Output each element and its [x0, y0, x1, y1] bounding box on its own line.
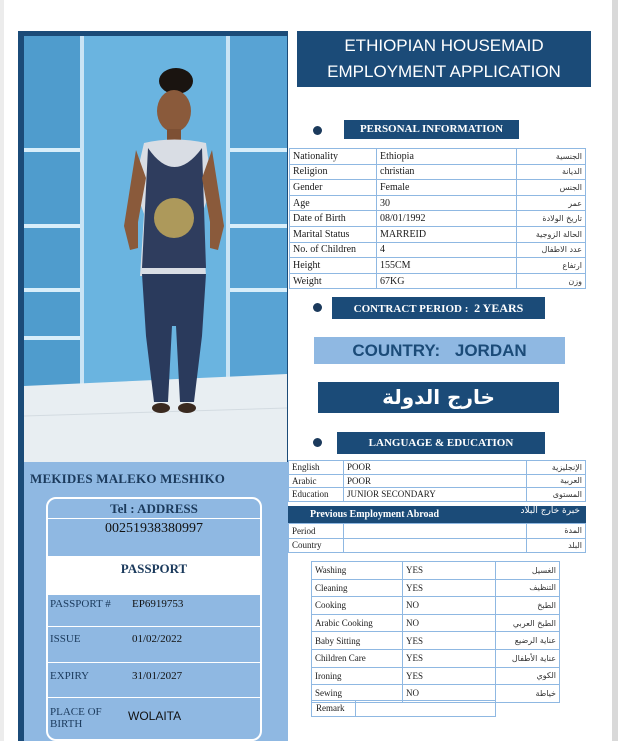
- issue-date-label: ISSUE: [50, 633, 81, 645]
- divider: [48, 697, 260, 698]
- cell-label: Arabic: [289, 474, 344, 488]
- country-arabic-bar: خارج الدولة: [318, 382, 559, 413]
- cell-label: English: [289, 461, 344, 475]
- table-row: [289, 538, 586, 553]
- cell-label: Weight: [290, 273, 377, 289]
- cell-label: Gender: [290, 180, 377, 196]
- expiry-date-value: 31/01/2027: [132, 670, 183, 682]
- cell-label: Education: [289, 488, 344, 502]
- cell-label: Washing: [312, 562, 403, 580]
- divider: [355, 700, 356, 717]
- cell-value: POOR: [344, 461, 527, 475]
- cell-label: Baby Sitting: [312, 632, 403, 650]
- cell-label: Date of Birth: [290, 211, 377, 227]
- cell-value: YES: [403, 649, 496, 667]
- divider: [48, 594, 260, 595]
- cell-arabic: الجنس: [517, 180, 586, 196]
- cell-arabic: التنظيف: [496, 579, 560, 597]
- table-row: [312, 632, 560, 650]
- cell-value: [344, 524, 527, 539]
- table-row: [289, 524, 586, 539]
- previous-employment-heading: [288, 506, 586, 523]
- cell-value: YES: [403, 562, 496, 580]
- candidate-photo: [24, 36, 287, 462]
- divider: [48, 626, 260, 627]
- cell-arabic: الإنجليزية: [527, 461, 586, 475]
- divider: [48, 662, 260, 663]
- table-row: [290, 242, 586, 258]
- cell-arabic: عناية الرضيع: [496, 632, 560, 650]
- table-row: [312, 597, 560, 615]
- cell-arabic: البلد: [527, 538, 586, 553]
- cell-label: Height: [290, 258, 377, 274]
- cell-arabic: الطبخ: [496, 597, 560, 615]
- cell-arabic: المدة: [527, 524, 586, 539]
- cell-value: JUNIOR SECONDARY: [344, 488, 527, 502]
- table-row: [290, 226, 586, 242]
- table-row: [312, 579, 560, 597]
- table-row: [290, 164, 586, 180]
- language-education-table: [288, 460, 586, 502]
- phone-number: 00251938380997: [105, 521, 203, 536]
- country-label: COUNTRY:: [352, 341, 441, 360]
- bullet-icon: [313, 303, 322, 312]
- passport-number-value: EP6919753: [132, 598, 184, 610]
- cell-value: YES: [403, 667, 496, 685]
- cell-label: Age: [290, 195, 377, 211]
- issue-date-value: 01/02/2022: [132, 633, 183, 645]
- table-row: [290, 273, 586, 289]
- cell-arabic: الحالة الزوجية: [517, 226, 586, 242]
- cell-label: No. of Children: [290, 242, 377, 258]
- cell-value: Ethiopia: [377, 149, 517, 165]
- expiry-date-label: EXPIRY: [50, 670, 90, 682]
- cell-value: YES: [403, 632, 496, 650]
- candidate-photo-illustration: [24, 36, 287, 462]
- cell-label: Arabic Cooking: [312, 614, 403, 632]
- cell-arabic: الديانة: [517, 164, 586, 180]
- contract-period-value: 2 YEARS: [474, 301, 524, 315]
- place-of-birth-value: WOLAITA: [128, 709, 182, 723]
- table-row: [290, 211, 586, 227]
- remark-field: [311, 700, 496, 717]
- cell-value: 67KG: [377, 273, 517, 289]
- cell-arabic: عدد الاطفال: [517, 242, 586, 258]
- cell-value: NO: [403, 597, 496, 615]
- table-row: [290, 195, 586, 211]
- cell-value: YES: [403, 579, 496, 597]
- bullet-icon: [313, 126, 322, 135]
- table-row: [312, 614, 560, 632]
- language-education-heading: LANGUAGE & EDUCATION: [337, 432, 545, 454]
- previous-employment-table: [288, 523, 586, 553]
- contract-period-label: CONTRACT PERIOD :: [353, 303, 469, 315]
- cell-arabic: وزن: [517, 273, 586, 289]
- cell-label: Nationality: [290, 149, 377, 165]
- country-bar: [314, 337, 565, 364]
- cell-label: Cleaning: [312, 579, 403, 597]
- remark-label: Remark: [316, 703, 345, 713]
- cell-value: 4: [377, 242, 517, 258]
- cell-label: Ironing: [312, 667, 403, 685]
- skills-table: [311, 561, 560, 703]
- country-value: JORDAN: [454, 341, 527, 360]
- cell-label: Children Care: [312, 649, 403, 667]
- cell-arabic: تاريخ الولادة: [517, 211, 586, 227]
- candidate-name: MEKIDES MALEKO MESHIKO: [30, 471, 226, 486]
- cell-label: Marital Status: [290, 226, 377, 242]
- table-row: [290, 149, 586, 165]
- place-of-birth-label: PLACE OF BIRTH: [50, 706, 102, 730]
- cell-value: 08/01/1992: [377, 211, 517, 227]
- cell-label: Cooking: [312, 597, 403, 615]
- cell-label: Religion: [290, 164, 377, 180]
- cell-arabic: المستوى: [527, 488, 586, 502]
- cell-value: 30: [377, 195, 517, 211]
- table-row: [312, 667, 560, 685]
- cell-value: [344, 538, 527, 553]
- table-row: [289, 474, 586, 488]
- cell-arabic: الطبخ العربي: [496, 614, 560, 632]
- passport-title: PASSPORT: [120, 561, 188, 576]
- personal-info-heading: PERSONAL INFORMATION: [344, 120, 519, 139]
- document-title: [297, 31, 591, 87]
- table-row: [312, 649, 560, 667]
- cell-arabic: العربية: [527, 474, 586, 488]
- cell-arabic: عناية الأطفال: [496, 649, 560, 667]
- table-row: [312, 562, 560, 580]
- cell-value: 155CM: [377, 258, 517, 274]
- previous-employment-title: Previous Employment Abroad: [310, 509, 440, 520]
- bullet-icon: [313, 438, 322, 447]
- title-line-1: ETHIOPIAN HOUSEMAID: [344, 36, 544, 55]
- previous-employment-arabic: خبرة خارج البلاد: [520, 506, 580, 516]
- cell-arabic: ارتفاع: [517, 258, 586, 274]
- cell-arabic: عمر: [517, 195, 586, 211]
- passport-number-label: PASSPORT #: [50, 598, 111, 610]
- cell-value: Female: [377, 180, 517, 196]
- cell-label: Period: [289, 524, 344, 539]
- contract-period: [332, 297, 545, 319]
- cell-arabic: الجنسية: [517, 149, 586, 165]
- table-row: [290, 180, 586, 196]
- cell-value: NO: [403, 614, 496, 632]
- tel-address-label: Tel : ADDRESS: [110, 501, 198, 516]
- table-row: [289, 461, 586, 475]
- cell-arabic: خياطة: [496, 685, 560, 703]
- personal-info-table: [289, 148, 586, 289]
- cell-arabic: الكوي: [496, 667, 560, 685]
- cell-value: NO: [403, 685, 496, 703]
- cell-value: POOR: [344, 474, 527, 488]
- cell-label: Country: [289, 538, 344, 553]
- divider: [48, 518, 260, 519]
- cell-arabic: الغسيل: [496, 562, 560, 580]
- page-edge-shadow: [612, 0, 618, 741]
- cell-value: christian: [377, 164, 517, 180]
- table-row: [290, 258, 586, 274]
- cell-value: MARREID: [377, 226, 517, 242]
- title-line-2: EMPLOYMENT APPLICATION: [327, 62, 561, 81]
- cell-label: Sewing: [312, 685, 403, 703]
- table-row: [289, 488, 586, 502]
